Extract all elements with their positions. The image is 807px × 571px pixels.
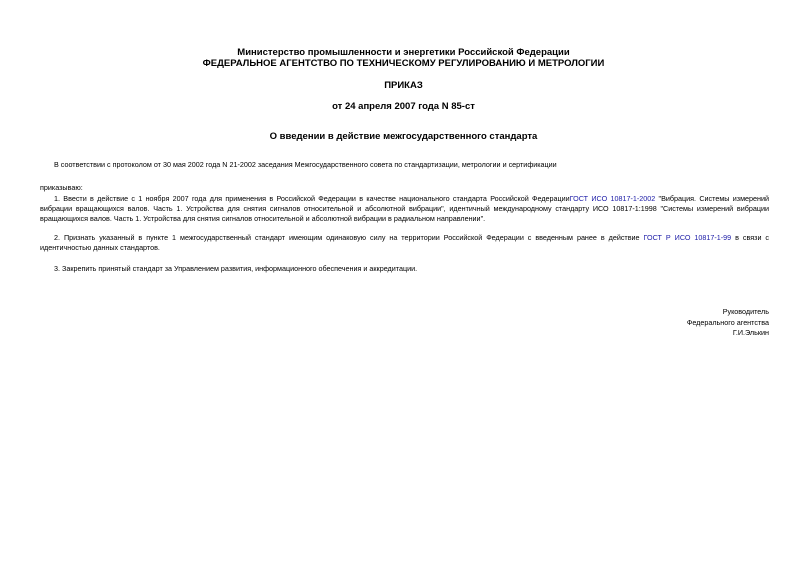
item-3-paragraph: 3. Закрепить принятый стандарт за Управлением развития, информационного обеспечения и аккредитации. [54, 264, 418, 273]
item-1-text-end: "Вибрация. Системы измерений вибрации вращающихся валов. Часть 1. Устройства для снятия сигналов относительной и абсолютной вибрации", идентичный международному стандарту ИСО 10817-1:1998 "Системы измерений вибрации вращающихся валов. Часть 1. Устройства для снятия сигналов относительной и абсолютной вибрации в радиальном направлении". [40, 194, 769, 223]
ordered-label: приказываю: [40, 183, 83, 192]
signatory-organization: Федерального агентства [686, 317, 769, 327]
item-2-text-start: 2. Признать указанный в пункте 1 межгосударственный стандарт имеющим одинаковую силу на территории Российской Федерации с введенным ранее в действие [54, 233, 644, 242]
signatory-position: Руководитель [722, 307, 769, 316]
signatory-name: Г.И.Элькин [732, 328, 769, 337]
item-1-paragraph [40, 194, 769, 224]
item-1-text-start: 1. Ввести в действие с 1 ноября 2007 года для применения в Российской Федерации в качестве национального стандарта Российской Федерации [54, 194, 570, 203]
agency-title: ФЕДЕРАЛЬНОЕ АГЕНТСТВО ПО ТЕХНИЧЕСКОМУ РЕГУЛИРОВАНИЮ И МЕТРОЛОГИИ [202, 58, 605, 69]
item-2-text-end: в связи с идентичностью данных стандартов. [40, 233, 770, 252]
signature-block [687, 307, 769, 339]
gost-iso-10817-1-2002-link[interactable]: ГОСТ ИСО 10817-1-2002 [569, 194, 656, 203]
document-type: ПРИКАЗ [384, 80, 423, 91]
document-date-number: от 24 апреля 2007 года N 85-ст [332, 101, 475, 112]
gost-r-iso-10817-1-99-link[interactable]: ГОСТ Р ИСО 10817-1-99 [643, 233, 732, 242]
intro-paragraph: В соответствии с протоколом от 30 мая 2002 года N 21-2002 заседания Межгосударственного совета по стандартизации, метрологии и сертификации [54, 160, 557, 169]
item-2-paragraph [40, 233, 769, 253]
ministry-title: Министерство промышленности и энергетики Российской Федерации [237, 47, 570, 58]
document-subject: О введении в действие межгосударственного стандарта [269, 131, 538, 142]
